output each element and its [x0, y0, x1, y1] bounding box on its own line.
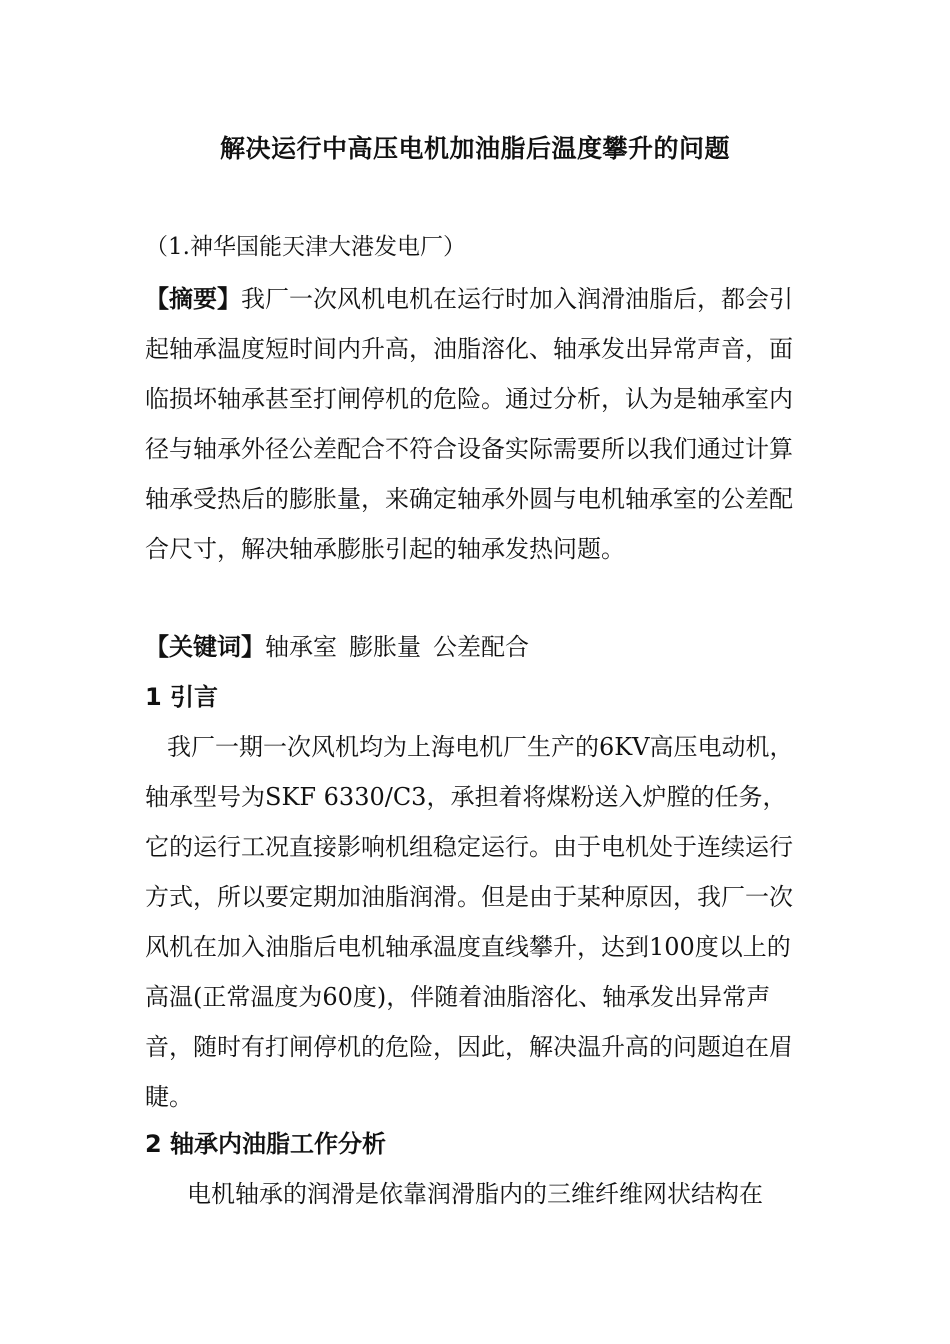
- author-affiliation: （1.神华国能天津大港发电厂）: [145, 234, 466, 260]
- document-title: 解决运行中高压电机加油脂后温度攀升的问题: [219, 134, 730, 163]
- keyword-item: 轴承室: [265, 633, 337, 661]
- grease-analysis-paragraph: 电机轴承的润滑是依靠润滑脂内的三维纤维网状结构在: [187, 1180, 763, 1208]
- keyword-item: 膨胀量: [349, 633, 421, 661]
- keyword-item: 公差配合: [433, 633, 529, 661]
- keywords-label: 【关键词】: [145, 633, 265, 661]
- abstract-label: 【摘要】: [145, 285, 241, 313]
- abstract-text: 我厂一次风机电机在运行时加入润滑油脂后，都会引起轴承温度短时间内升高，油脂溶化、轴承发出异常声音，面临损坏轴承甚至打闸停机的危险。通过分析，认为是轴承室内径与轴承外径公差配合不符合设备实际需要所以我们通过计算轴承受热后的膨胀量，来确定轴承外圆与电机轴承室的公差配合尺寸，解决轴承膨胀引起的轴承发热问题。: [145, 285, 793, 563]
- keywords-paragraph: [145, 622, 810, 672]
- abstract-paragraph: [145, 274, 810, 574]
- section-heading-introduction: 1 引言: [145, 683, 219, 711]
- section-heading-grease-analysis: 2 轴承内油脂工作分析: [145, 1130, 387, 1158]
- introduction-paragraph: 我厂一期一次风机均为上海电机厂生产的6KV高压电动机，轴承型号为SKF 6330/C3，承担着将煤粉送入炉膛的任务，它的运行工况直接影响机组稳定运行。由于电机处于连续运行方式，所以要定期加油脂润滑。但是由于某种原因，我厂一次风机在加入油脂后电机轴承温度直线攀升，达到100度以上的高温(正常温度为60度)，伴随着油脂溶化、轴承发出异常声音，随时有打闸停机的危险，因此，解决温升高的问题迫在眉睫。: [145, 733, 794, 1111]
